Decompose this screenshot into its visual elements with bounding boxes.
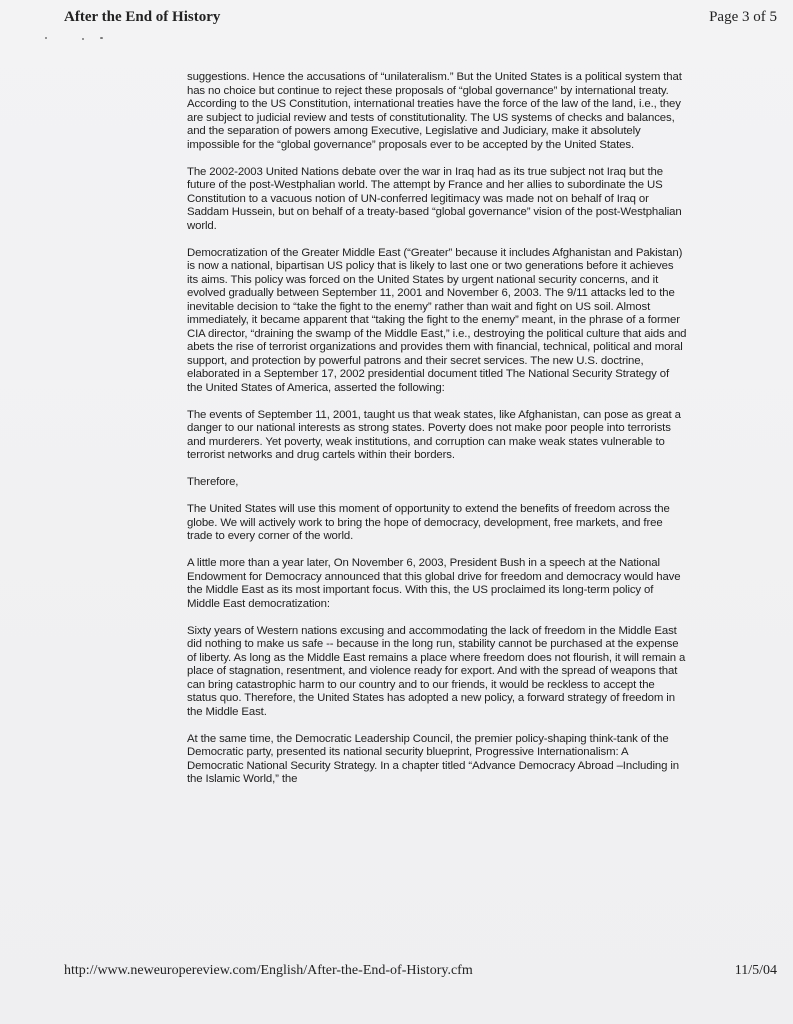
paragraph: Democratization of the Greater Middle East (“Greater” because it includes Afghanistan and Pakistan) is now a national, bipartisan US policy that is likely to last one or two generations before it achieves its aims. This policy was forced on the United States by urgent national security concerns, and it evolved gradually between September 11, 2001 and November 6, 2003. The 9/11 attacks led to the inevitable decision to “take the fight to the enemy” rather than wait and fight on US soil. Almost immediately, it became apparent that “taking the fight to the enemy” meant, in the phrase of a former CIA director, “draining the swamp of the Middle East,” i.e., destroying the political culture that aids and abets the rise of terrorist organizations and provides them with financial, technical, political and moral support, and protection by powerful patrons and their secret services. The new U.S. doctrine, elaborated in a September 17, 2002 presidential document titled The National Security Strategy of the United States of America, asserted the following:: [187, 246, 687, 394]
document-title: After the End of History: [64, 9, 221, 25]
page-number: Page 3 of 5: [709, 9, 777, 25]
quote-paragraph: The United States will use this moment of opportunity to extend the benefits of freedom across the globe. We will actively work to bring the hope of democracy, development, free markets, and free trade to every corner of the world.: [187, 503, 670, 542]
article-body: [187, 71, 687, 800]
paragraph: The 2002-2003 United Nations debate over the war in Iraq had as its true subject not Iraq but the future of the post-Westphalian world. The attempt by France and her allies to subordinate the US Constitution to a vacuous notion of UN-conferred legitimacy was made not on behalf of Iraq or Saddam Hussein, but on behalf of a treaty-based “global governance” vision of the post-Westphalian world.: [187, 165, 682, 232]
paragraph: At the same time, the Democratic Leadership Council, the premier policy-shaping think-tank of the Democratic party, presented its national security blueprint, Progressive Internationalism: A Democratic National Security Strategy. In a chapter titled “Advance Democracy Abroad –Including in the Islamic World,” the: [187, 732, 679, 785]
paragraph: suggestions. Hence the accusations of “unilateralism.” But the United States is a political system that has no choice but continue to reject these proposals of “global governance” by international treaty. According to the US Constitution, international treaties have the force of the law of the land, i.e., they are subject to judicial review and tests of constitutionality. The US systems of checks and balances, and the separation of powers among Executive, Legislative and Judiciary, make it absolutely impossible for the “global governance” proposals ever to be accepted by the United States.: [187, 71, 682, 151]
quote-paragraph: The events of September 11, 2001, taught us that weak states, like Afghanistan, can pose as great a danger to our national interests as strong states. Poverty does not make poor people into terrorists and murderers. Yet poverty, weak institutions, and corruption can make weak states vulnerable to terrorist networks and drug cartels within their borders.: [187, 408, 681, 461]
footer-date: 11/5/04: [734, 963, 777, 978]
footer-url: http://www.neweuropereview.com/English/After-the-End-of-History.cfm: [64, 963, 473, 978]
paragraph: A little more than a year later, On November 6, 2003, President Bush in a speech at the National Endowment for Democracy announced that this global drive for freedom and democracy would have the Middle East as its most important focus. With this, the US proclaimed its long-term policy of Middle East democratization:: [187, 557, 681, 610]
scan-speck: [82, 38, 84, 40]
scan-speck: [45, 37, 47, 39]
quote-paragraph: Sixty years of Western nations excusing and accommodating the lack of freedom in the Middle East did nothing to make us safe -- because in the long run, stability cannot be purchased at the expense of liberty. As long as the Middle East remains a place where freedom does not flourish, it will remain a place of stagnation, resentment, and violence ready for export. And with the spread of weapons that can bring catastrophic harm to our country and to our friends, it would be reckless to accept the status quo. Therefore, the United States has adopted a new policy, a forward strategy of freedom in the Middle East.: [187, 624, 686, 718]
scan-speck: [100, 37, 103, 39]
paragraph: Therefore,: [187, 476, 239, 488]
